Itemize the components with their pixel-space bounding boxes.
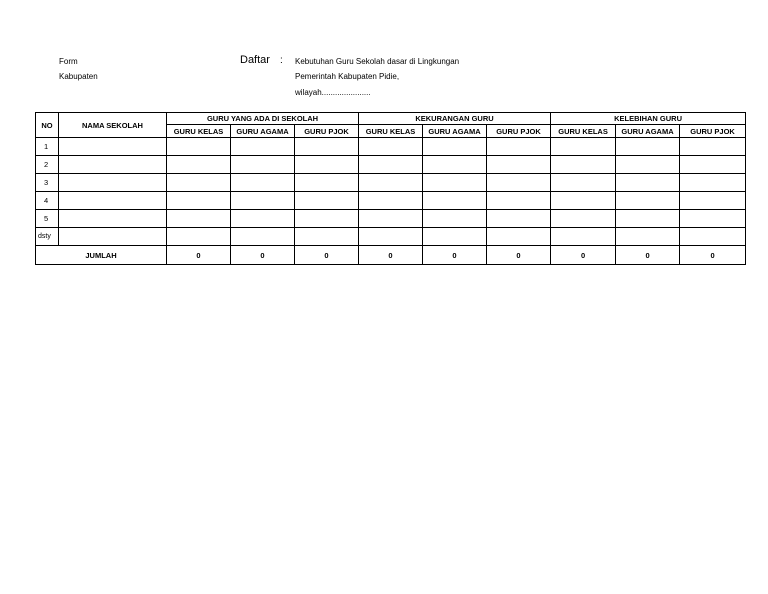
cell[interactable] — [359, 192, 423, 210]
table-row — [36, 156, 746, 174]
total-value: 0 — [487, 246, 551, 265]
cell[interactable] — [551, 138, 616, 156]
cell[interactable] — [680, 192, 746, 210]
cell[interactable] — [167, 138, 231, 156]
cell[interactable] — [616, 210, 680, 228]
cell-nama-sekolah[interactable] — [59, 156, 167, 174]
total-value: 0 — [616, 246, 680, 265]
subcol-guru-kelas: GURU KELAS — [359, 125, 423, 138]
cell[interactable] — [616, 228, 680, 246]
total-value: 0 — [167, 246, 231, 265]
cell[interactable] — [551, 156, 616, 174]
subcol-guru-agama: GURU AGAMA — [616, 125, 680, 138]
table-row — [36, 210, 746, 228]
cell[interactable] — [487, 228, 551, 246]
row-number: 3 — [36, 174, 59, 192]
kabupaten-label: Kabupaten — [59, 72, 98, 81]
subcol-guru-kelas: GURU KELAS — [551, 125, 616, 138]
cell[interactable] — [295, 138, 359, 156]
group-header-guru-ada: GURU YANG ADA DI SEKOLAH — [167, 113, 359, 125]
table-row — [36, 228, 746, 246]
cell[interactable] — [359, 228, 423, 246]
cell[interactable] — [487, 156, 551, 174]
subcol-guru-pjok: GURU PJOK — [487, 125, 551, 138]
cell[interactable] — [295, 192, 359, 210]
column-header-no: NO — [36, 113, 59, 138]
cell[interactable] — [167, 228, 231, 246]
cell-nama-sekolah[interactable] — [59, 192, 167, 210]
cell[interactable] — [231, 156, 295, 174]
total-value: 0 — [680, 246, 746, 265]
cell[interactable] — [680, 138, 746, 156]
row-number: 2 — [36, 156, 59, 174]
subcol-guru-pjok: GURU PJOK — [680, 125, 746, 138]
cell[interactable] — [295, 210, 359, 228]
cell[interactable] — [616, 138, 680, 156]
cell[interactable] — [680, 174, 746, 192]
cell[interactable] — [423, 174, 487, 192]
subcol-guru-pjok: GURU PJOK — [295, 125, 359, 138]
cell[interactable] — [167, 210, 231, 228]
total-value: 0 — [423, 246, 487, 265]
total-row — [36, 246, 746, 265]
subcol-guru-kelas: GURU KELAS — [167, 125, 231, 138]
cell[interactable] — [487, 138, 551, 156]
row-number: 5 — [36, 210, 59, 228]
header-row-groups — [36, 113, 746, 125]
cell[interactable] — [231, 192, 295, 210]
cell[interactable] — [295, 156, 359, 174]
cell[interactable] — [680, 156, 746, 174]
cell[interactable] — [616, 192, 680, 210]
total-value: 0 — [551, 246, 616, 265]
table-row — [36, 138, 746, 156]
cell[interactable] — [616, 174, 680, 192]
cell-nama-sekolah[interactable] — [59, 210, 167, 228]
cell[interactable] — [167, 192, 231, 210]
cell[interactable] — [231, 228, 295, 246]
cell[interactable] — [359, 156, 423, 174]
cell[interactable] — [423, 228, 487, 246]
cell[interactable] — [295, 174, 359, 192]
cell[interactable] — [487, 174, 551, 192]
teacher-needs-table — [35, 112, 746, 265]
title-line-3: wilayah...................... — [295, 88, 371, 97]
row-number: 4 — [36, 192, 59, 210]
cell[interactable] — [167, 174, 231, 192]
cell-nama-sekolah[interactable] — [59, 228, 167, 246]
cell[interactable] — [487, 210, 551, 228]
cell[interactable] — [616, 156, 680, 174]
cell[interactable] — [231, 138, 295, 156]
total-label: JUMLAH — [36, 246, 167, 265]
row-number: 1 — [36, 138, 59, 156]
cell[interactable] — [231, 210, 295, 228]
cell[interactable] — [359, 138, 423, 156]
cell[interactable] — [423, 210, 487, 228]
cell[interactable] — [551, 210, 616, 228]
cell[interactable] — [487, 192, 551, 210]
cell[interactable] — [423, 156, 487, 174]
cell[interactable] — [680, 210, 746, 228]
cell[interactable] — [167, 156, 231, 174]
column-header-nama-sekolah: NAMA SEKOLAH — [59, 113, 167, 138]
cell[interactable] — [680, 228, 746, 246]
cell[interactable] — [423, 192, 487, 210]
cell[interactable] — [359, 174, 423, 192]
subcol-guru-agama: GURU AGAMA — [231, 125, 295, 138]
group-header-kekurangan: KEKURANGAN GURU — [359, 113, 551, 125]
total-value: 0 — [231, 246, 295, 265]
form-label: Form — [59, 57, 78, 66]
cell-nama-sekolah[interactable] — [59, 138, 167, 156]
cell[interactable] — [423, 138, 487, 156]
cell[interactable] — [295, 228, 359, 246]
subcol-guru-agama: GURU AGAMA — [423, 125, 487, 138]
daftar-label: Daftar — [240, 54, 270, 66]
total-value: 0 — [295, 246, 359, 265]
total-value: 0 — [359, 246, 423, 265]
cell[interactable] — [551, 228, 616, 246]
row-number: dsty — [36, 228, 59, 246]
cell[interactable] — [551, 174, 616, 192]
cell[interactable] — [231, 174, 295, 192]
cell[interactable] — [551, 192, 616, 210]
cell-nama-sekolah[interactable] — [59, 174, 167, 192]
title-line-2: Pemerintah Kabupaten Pidie, — [295, 72, 400, 81]
colon-separator: : — [280, 55, 283, 66]
table-row — [36, 192, 746, 210]
table-row — [36, 174, 746, 192]
title-line-1: Kebutuhan Guru Sekolah dasar di Lingkungan — [295, 57, 460, 66]
cell[interactable] — [359, 210, 423, 228]
group-header-kelebihan: KELEBIHAN GURU — [551, 113, 746, 125]
